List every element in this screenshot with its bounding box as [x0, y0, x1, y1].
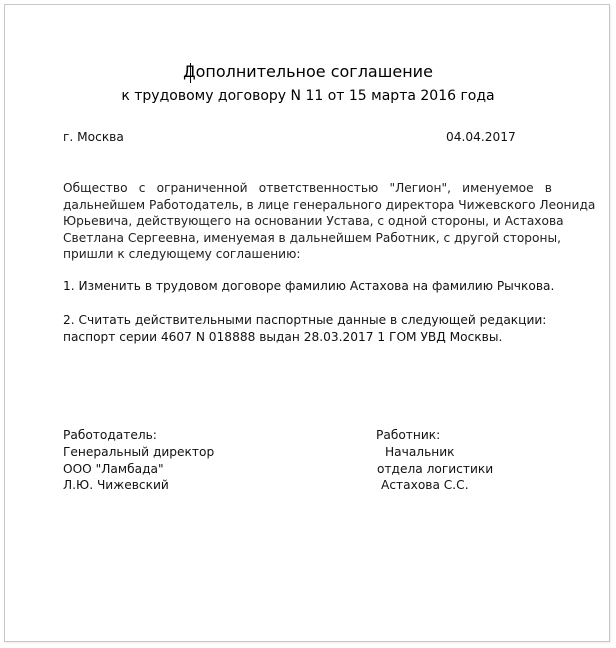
paragraph-line: дальнейшем Работодатель, в лице генерального директора Чижевского Леонида	[63, 197, 596, 212]
paragraph-line: Светлана Сергеевна, именуемая в дальнейшем Работник, с другой стороны,	[63, 230, 561, 245]
clause-2-passport: паспорт серии 4607 N 018888 выдан 28.03.2017 1 ГОМ УВД Москвы.	[63, 330, 503, 344]
intro-paragraph	[63, 180, 596, 263]
document-title: Дополнительное соглашение	[183, 62, 433, 81]
clause-2: 2. Считать действительными паспортные данные в следующей редакции:	[63, 313, 547, 327]
paragraph-line: пришли к следующему соглашению:	[63, 247, 301, 262]
employer-label: Работодатель:	[63, 428, 157, 442]
paragraph-line: Общество с ограниченной ответственностью "Легион", именуемое в	[63, 181, 552, 195]
employee-department: отдела логистики	[377, 462, 494, 476]
city: г. Москва	[63, 130, 124, 144]
clause-1: 1. Изменить в трудовом договоре фамилию Астахова на фамилию Рычкова.	[63, 279, 555, 293]
paragraph-line: Юрьевича, действующего на основании Устава, с одной стороны, и Астахова	[63, 214, 564, 229]
employee-position: Начальник	[385, 445, 455, 459]
employee-label: Работник:	[376, 428, 441, 442]
employee-name: Астахова С.С.	[381, 478, 469, 492]
employer-position: Генеральный директор	[63, 445, 215, 459]
employer-company: ООО "Ламбада"	[63, 462, 164, 476]
document-subtitle: к трудовому договору N 11 от 15 марта 2016 года	[121, 88, 495, 104]
date: 04.04.2017	[446, 130, 516, 144]
employer-name: Л.Ю. Чижевский	[63, 478, 169, 492]
